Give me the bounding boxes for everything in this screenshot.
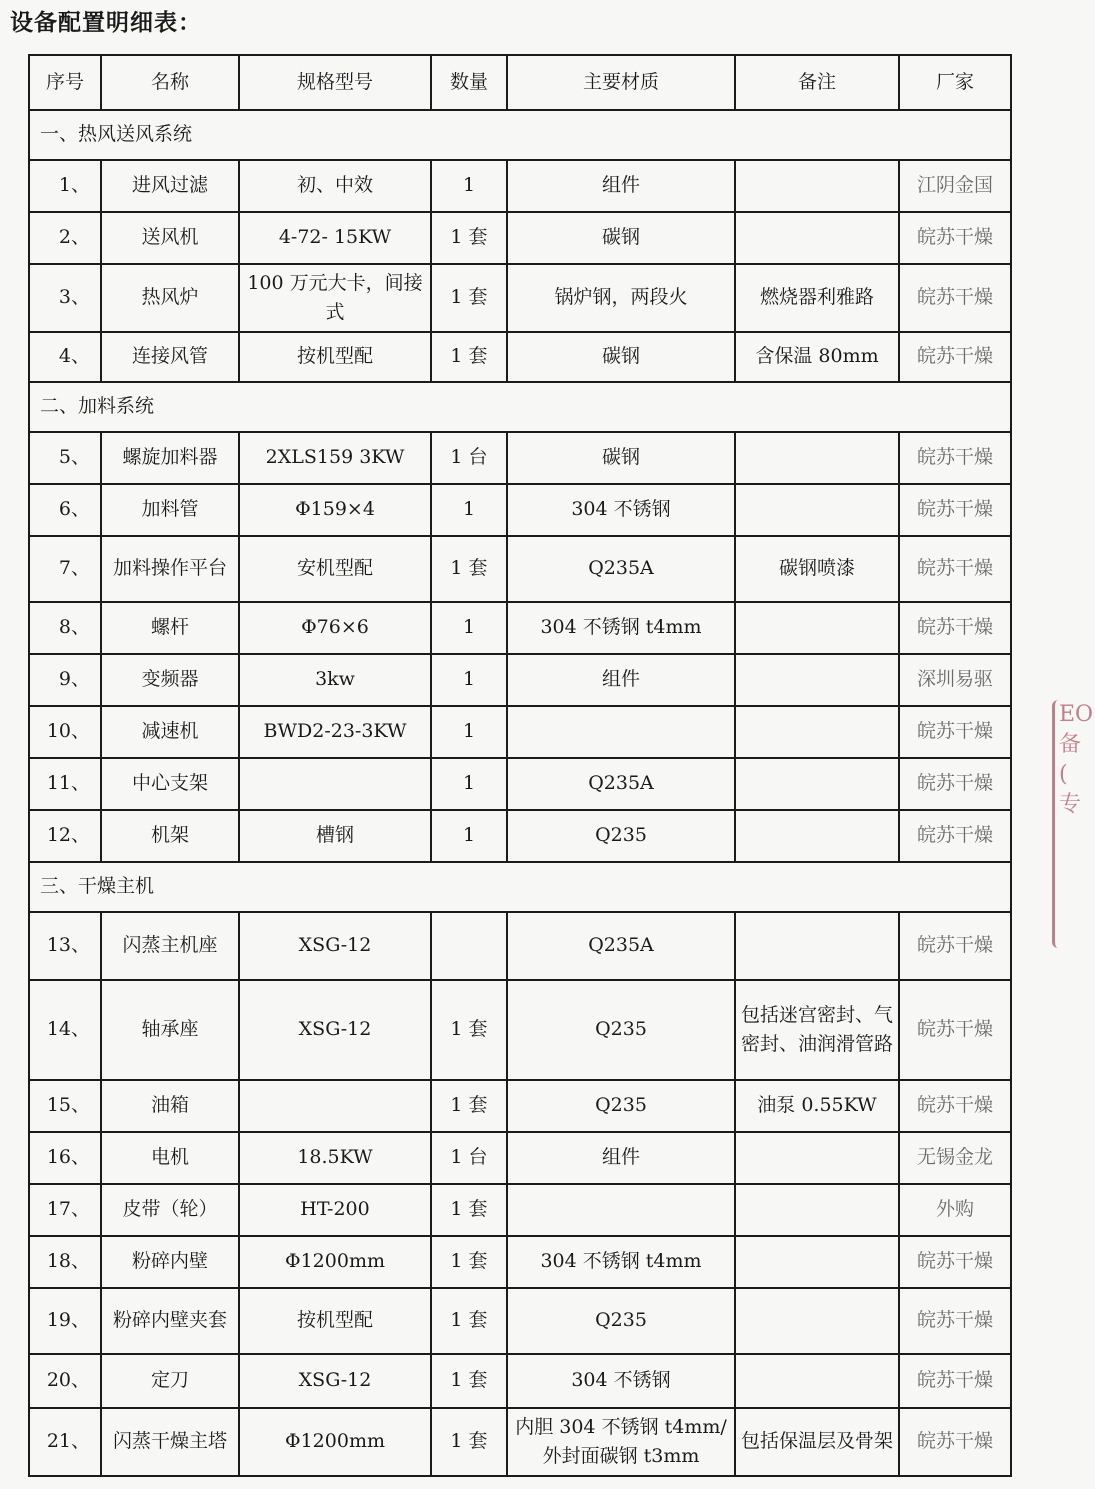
cell-maker: 皖苏干燥 xyxy=(899,1288,1011,1354)
cell-note xyxy=(735,912,899,980)
cell-spec xyxy=(239,758,431,810)
cell-seq: 2、 xyxy=(29,212,101,264)
cell-maker: 皖苏干燥 xyxy=(899,810,1011,862)
cell-material: 组件 xyxy=(507,1132,735,1184)
cell-name: 电机 xyxy=(101,1132,239,1184)
cell-note xyxy=(735,484,899,536)
cell-qty: 1 xyxy=(431,160,507,212)
cell-spec xyxy=(239,1080,431,1132)
cell-note xyxy=(735,1288,899,1354)
cell-note: 包括迷宫密封、气密封、油润滑管路 xyxy=(735,980,899,1080)
cell-name: 闪蒸干燥主塔 xyxy=(101,1408,239,1476)
cell-material: Q235 xyxy=(507,980,735,1080)
cell-maker: 皖苏干燥 xyxy=(899,706,1011,758)
cell-note xyxy=(735,1236,899,1288)
cell-name: 减速机 xyxy=(101,706,239,758)
cell-spec: 3kw xyxy=(239,654,431,706)
table-row xyxy=(29,1354,1011,1408)
cell-name: 粉碎内壁夹套 xyxy=(101,1288,239,1354)
cell-seq: 10、 xyxy=(29,706,101,758)
cell-name: 加料管 xyxy=(101,484,239,536)
cell-seq: 14、 xyxy=(29,980,101,1080)
cell-qty: 1 xyxy=(431,602,507,654)
table-row xyxy=(29,160,1011,212)
cell-maker: 江阴金国 xyxy=(899,160,1011,212)
cell-note xyxy=(735,1132,899,1184)
cell-seq: 7、 xyxy=(29,536,101,602)
cell-maker: 皖苏干燥 xyxy=(899,432,1011,484)
cell-spec: 槽钢 xyxy=(239,810,431,862)
cell-seq: 18、 xyxy=(29,1236,101,1288)
cell-material: 组件 xyxy=(507,160,735,212)
cell-seq: 1、 xyxy=(29,160,101,212)
cell-material: 碳钢 xyxy=(507,332,735,382)
cell-spec: BWD2-23-3KW xyxy=(239,706,431,758)
cell-maker: 皖苏干燥 xyxy=(899,332,1011,382)
table-row xyxy=(29,810,1011,862)
cell-name: 加料操作平台 xyxy=(101,536,239,602)
cell-material: 内胆 304 不锈钢 t4mm/外封面碳钢 t3mm xyxy=(507,1408,735,1476)
cell-material: Q235A xyxy=(507,758,735,810)
cell-note xyxy=(735,810,899,862)
cell-spec: 2XLS159 3KW xyxy=(239,432,431,484)
cell-maker: 皖苏干燥 xyxy=(899,980,1011,1080)
cell-spec: 按机型配 xyxy=(239,1288,431,1354)
table-row xyxy=(29,1408,1011,1476)
cell-maker: 皖苏干燥 xyxy=(899,1080,1011,1132)
table-row xyxy=(29,758,1011,810)
cell-name: 螺杆 xyxy=(101,602,239,654)
table-row xyxy=(29,980,1011,1080)
cell-spec: HT-200 xyxy=(239,1184,431,1236)
cell-note xyxy=(735,602,899,654)
cell-spec: 安机型配 xyxy=(239,536,431,602)
cell-seq: 6、 xyxy=(29,484,101,536)
cell-name: 闪蒸主机座 xyxy=(101,912,239,980)
cell-note xyxy=(735,654,899,706)
cell-spec: XSG-12 xyxy=(239,1354,431,1408)
table-row xyxy=(29,1132,1011,1184)
cell-qty: 1 套 xyxy=(431,264,507,332)
cell-qty: 1 xyxy=(431,810,507,862)
cell-maker: 皖苏干燥 xyxy=(899,912,1011,980)
cell-qty: 1 xyxy=(431,706,507,758)
cell-material xyxy=(507,1184,735,1236)
cell-maker: 深圳易驱 xyxy=(899,654,1011,706)
section-row xyxy=(29,110,1011,160)
cell-note xyxy=(735,432,899,484)
cell-maker: 皖苏干燥 xyxy=(899,264,1011,332)
cell-note: 碳钢喷漆 xyxy=(735,536,899,602)
table-row xyxy=(29,912,1011,980)
cell-name: 进风过滤 xyxy=(101,160,239,212)
table-row xyxy=(29,264,1011,332)
cell-spec: 4-72- 15KW xyxy=(239,212,431,264)
cell-note xyxy=(735,160,899,212)
cell-qty: 1 套 xyxy=(431,1354,507,1408)
cell-material: 碳钢 xyxy=(507,432,735,484)
table-row xyxy=(29,706,1011,758)
cell-qty: 1 xyxy=(431,484,507,536)
cell-spec: 100 万元大卡，间接式 xyxy=(239,264,431,332)
header-qty: 数量 xyxy=(431,55,507,110)
document-title: 设备配置明细表： xyxy=(10,10,202,36)
cell-maker: 皖苏干燥 xyxy=(899,212,1011,264)
cell-qty: 1 套 xyxy=(431,1080,507,1132)
stamp-text: ( xyxy=(1059,762,1068,787)
cell-maker: 皖苏干燥 xyxy=(899,484,1011,536)
cell-note: 油泵 0.55KW xyxy=(735,1080,899,1132)
cell-name: 皮带（轮） xyxy=(101,1184,239,1236)
cell-maker: 无锡金龙 xyxy=(899,1132,1011,1184)
cell-name: 螺旋加料器 xyxy=(101,432,239,484)
cell-note xyxy=(735,1184,899,1236)
cell-qty: 1 台 xyxy=(431,432,507,484)
cell-maker: 外购 xyxy=(899,1184,1011,1236)
cell-qty: 1 xyxy=(431,758,507,810)
header-material: 主要材质 xyxy=(507,55,735,110)
table-row xyxy=(29,536,1011,602)
table-row xyxy=(29,332,1011,382)
header-seq: 序号 xyxy=(29,55,101,110)
header-maker: 厂家 xyxy=(899,55,1011,110)
cell-qty: 1 套 xyxy=(431,1288,507,1354)
table-row xyxy=(29,1288,1011,1354)
cell-qty: 1 台 xyxy=(431,1132,507,1184)
cell-name: 热风炉 xyxy=(101,264,239,332)
section-row xyxy=(29,862,1011,912)
cell-note: 包括保温层及骨架 xyxy=(735,1408,899,1476)
cell-maker: 皖苏干燥 xyxy=(899,1408,1011,1476)
cell-qty: 1 套 xyxy=(431,980,507,1080)
cell-spec: XSG-12 xyxy=(239,912,431,980)
cell-spec: Φ159×4 xyxy=(239,484,431,536)
cell-seq: 20、 xyxy=(29,1354,101,1408)
table-body xyxy=(29,110,1011,1476)
table-row xyxy=(29,1080,1011,1132)
cell-spec: 按机型配 xyxy=(239,332,431,382)
cell-name: 机架 xyxy=(101,810,239,862)
table-row xyxy=(29,602,1011,654)
cell-qty: 1 套 xyxy=(431,1184,507,1236)
cell-spec: XSG-12 xyxy=(239,980,431,1080)
cell-qty: 1 xyxy=(431,654,507,706)
cell-maker: 皖苏干燥 xyxy=(899,536,1011,602)
cell-name: 送风机 xyxy=(101,212,239,264)
cell-maker: 皖苏干燥 xyxy=(899,758,1011,810)
table-row xyxy=(29,212,1011,264)
section-title: 一、热风送风系统 xyxy=(29,110,1011,160)
cell-note xyxy=(735,212,899,264)
cell-material: 304 不锈钢 xyxy=(507,484,735,536)
cell-note xyxy=(735,758,899,810)
cell-name: 油箱 xyxy=(101,1080,239,1132)
section-row xyxy=(29,382,1011,432)
cell-material xyxy=(507,706,735,758)
cell-material: Q235 xyxy=(507,810,735,862)
cell-qty: 1 套 xyxy=(431,1236,507,1288)
cell-name: 连接风管 xyxy=(101,332,239,382)
cell-name: 粉碎内壁 xyxy=(101,1236,239,1288)
cell-maker: 皖苏干燥 xyxy=(899,1354,1011,1408)
table-row xyxy=(29,654,1011,706)
cell-material: 锅炉钢，两段火 xyxy=(507,264,735,332)
header-name: 名称 xyxy=(101,55,239,110)
cell-spec: 18.5KW xyxy=(239,1132,431,1184)
section-title: 三、干燥主机 xyxy=(29,862,1011,912)
cell-material: Q235A xyxy=(507,912,735,980)
stamp-text: 专 xyxy=(1059,792,1082,817)
cell-name: 中心支架 xyxy=(101,758,239,810)
cell-seq: 15、 xyxy=(29,1080,101,1132)
cell-material: Q235 xyxy=(507,1080,735,1132)
cell-maker: 皖苏干燥 xyxy=(899,1236,1011,1288)
cell-qty: 1 套 xyxy=(431,1408,507,1476)
stamp-text: EO xyxy=(1059,702,1094,727)
cell-qty: 1 套 xyxy=(431,212,507,264)
cell-qty xyxy=(431,912,507,980)
cell-qty: 1 套 xyxy=(431,536,507,602)
cell-seq: 11、 xyxy=(29,758,101,810)
table-row xyxy=(29,432,1011,484)
cell-material: 碳钢 xyxy=(507,212,735,264)
cell-seq: 16、 xyxy=(29,1132,101,1184)
cell-seq: 3、 xyxy=(29,264,101,332)
equipment-spec-table xyxy=(28,54,1012,1477)
cell-material: 304 不锈钢 xyxy=(507,1354,735,1408)
stamp-text: 备 xyxy=(1059,732,1082,757)
cell-seq: 9、 xyxy=(29,654,101,706)
cell-material: Q235 xyxy=(507,1288,735,1354)
cell-seq: 4、 xyxy=(29,332,101,382)
cell-material: 304 不锈钢 t4mm xyxy=(507,602,735,654)
table-header-row xyxy=(29,55,1011,110)
table-row xyxy=(29,484,1011,536)
section-title: 二、加料系统 xyxy=(29,382,1011,432)
table-row xyxy=(29,1184,1011,1236)
cell-spec: Φ1200mm xyxy=(239,1408,431,1476)
cell-qty: 1 套 xyxy=(431,332,507,382)
cell-name: 变频器 xyxy=(101,654,239,706)
cell-note: 燃烧器利雅路 xyxy=(735,264,899,332)
cell-spec: Φ76×6 xyxy=(239,602,431,654)
cell-material: 组件 xyxy=(507,654,735,706)
cell-seq: 17、 xyxy=(29,1184,101,1236)
cell-name: 定刀 xyxy=(101,1354,239,1408)
cell-note xyxy=(735,1354,899,1408)
cell-material: Q235A xyxy=(507,536,735,602)
cell-note xyxy=(735,706,899,758)
cell-spec: 初、中效 xyxy=(239,160,431,212)
cell-seq: 19、 xyxy=(29,1288,101,1354)
cell-seq: 8、 xyxy=(29,602,101,654)
cell-material: 304 不锈钢 t4mm xyxy=(507,1236,735,1288)
cell-seq: 13、 xyxy=(29,912,101,980)
cell-note: 含保温 80mm xyxy=(735,332,899,382)
cell-seq: 12、 xyxy=(29,810,101,862)
red-seal-stamp xyxy=(1052,700,1095,948)
cell-seq: 5、 xyxy=(29,432,101,484)
table-row xyxy=(29,1236,1011,1288)
header-note: 备注 xyxy=(735,55,899,110)
header-spec: 规格型号 xyxy=(239,55,431,110)
cell-seq: 21、 xyxy=(29,1408,101,1476)
cell-maker: 皖苏干燥 xyxy=(899,602,1011,654)
cell-spec: Φ1200mm xyxy=(239,1236,431,1288)
cell-name: 轴承座 xyxy=(101,980,239,1080)
